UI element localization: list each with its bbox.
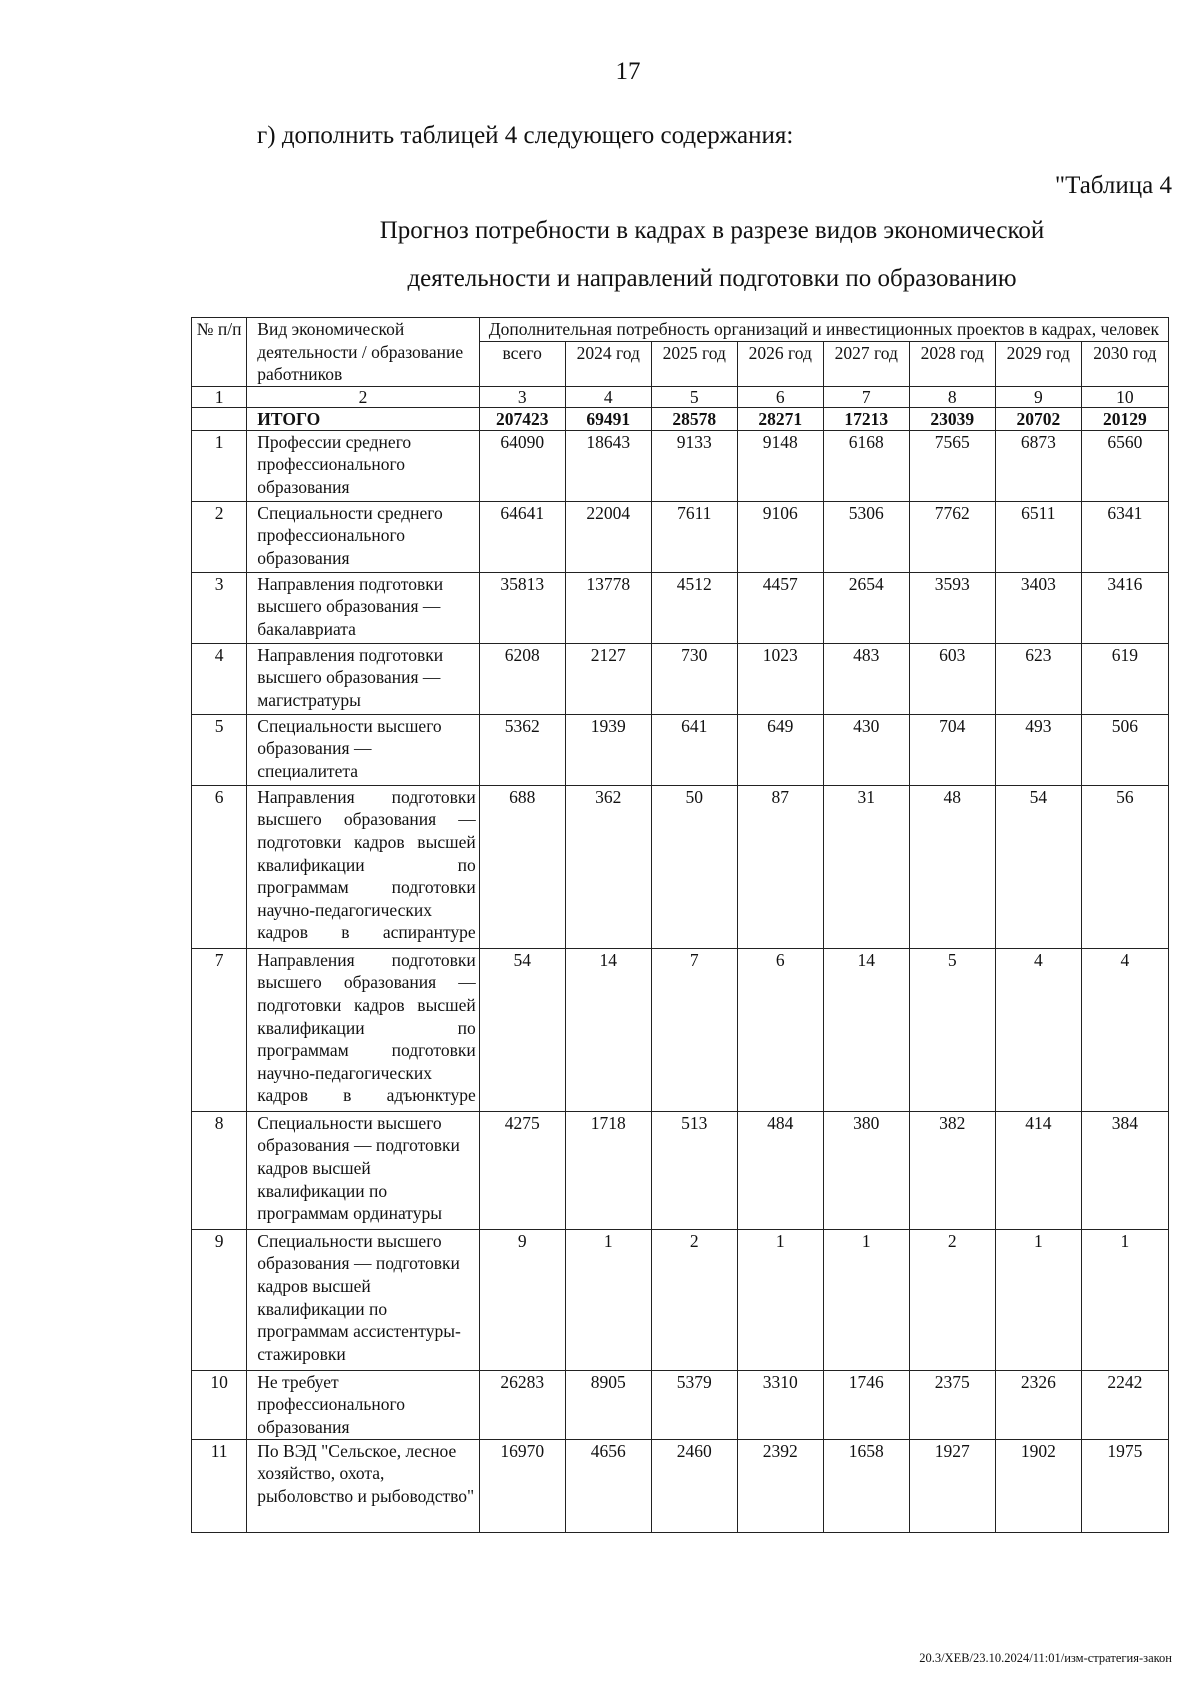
column-index: 2 xyxy=(247,386,479,407)
row-value: 1 xyxy=(565,1229,651,1370)
row-name: Направления подготовки высшего образования — подготовки кадров высшей квалификации по программам подготовки научно-педагогических кадров в аспирантуре xyxy=(247,785,479,948)
row-value: 619 xyxy=(1081,643,1168,714)
row-value: 5306 xyxy=(823,501,909,572)
row-name: По ВЭД "Сельское, лесное хозяйство, охота, рыболовство и рыбоводство" xyxy=(247,1439,479,1532)
row-num: 1 xyxy=(192,430,247,501)
row-value: 2 xyxy=(909,1229,995,1370)
row-value: 623 xyxy=(995,643,1081,714)
row-value: 362 xyxy=(565,785,651,948)
row-value: 380 xyxy=(823,1111,909,1229)
table-row xyxy=(192,1111,1169,1229)
row-value: 483 xyxy=(823,643,909,714)
column-index: 3 xyxy=(479,386,565,407)
row-value: 13778 xyxy=(565,572,651,643)
table-row xyxy=(192,430,1169,501)
row-value: 1746 xyxy=(823,1370,909,1439)
row-value: 5379 xyxy=(651,1370,737,1439)
row-value: 2460 xyxy=(651,1439,737,1532)
header-name: Вид экономической деятельности / образование работников xyxy=(247,318,479,387)
header-year: 2030 год xyxy=(1081,341,1168,386)
column-index: 9 xyxy=(995,386,1081,407)
total-value: 69491 xyxy=(565,407,651,430)
row-value: 22004 xyxy=(565,501,651,572)
row-value: 382 xyxy=(909,1111,995,1229)
row-name: Направления подготовки высшего образования — бакалавриата xyxy=(247,572,479,643)
column-index: 5 xyxy=(651,386,737,407)
total-value: 28578 xyxy=(651,407,737,430)
row-value: 6 xyxy=(737,948,823,1111)
row-value: 64090 xyxy=(479,430,565,501)
row-value: 9148 xyxy=(737,430,823,501)
row-num: 5 xyxy=(192,714,247,785)
header-year: 2027 год xyxy=(823,341,909,386)
column-index: 8 xyxy=(909,386,995,407)
header-group: Дополнительная потребность организаций и инвестиционных проектов в кадрах, человек xyxy=(479,318,1168,342)
intro-text: г) дополнить таблицей 4 следующего содержания: xyxy=(257,122,794,149)
row-value: 430 xyxy=(823,714,909,785)
row-value: 4457 xyxy=(737,572,823,643)
row-value: 2 xyxy=(651,1229,737,1370)
row-value: 6873 xyxy=(995,430,1081,501)
row-value: 1718 xyxy=(565,1111,651,1229)
row-value: 54 xyxy=(995,785,1081,948)
row-value: 18643 xyxy=(565,430,651,501)
column-index: 6 xyxy=(737,386,823,407)
header-year: 2029 год xyxy=(995,341,1081,386)
row-value: 384 xyxy=(1081,1111,1168,1229)
row-value: 704 xyxy=(909,714,995,785)
row-value: 3416 xyxy=(1081,572,1168,643)
row-value: 4 xyxy=(1081,948,1168,1111)
row-num: 10 xyxy=(192,1370,247,1439)
row-name: Специальности среднего профессионального образования xyxy=(247,501,479,572)
total-value: 28271 xyxy=(737,407,823,430)
total-value: 207423 xyxy=(479,407,565,430)
table-row xyxy=(192,785,1169,948)
row-value: 1 xyxy=(823,1229,909,1370)
row-name: Направления подготовки высшего образования — магистратуры xyxy=(247,643,479,714)
header-year: 2026 год xyxy=(737,341,823,386)
row-value: 3593 xyxy=(909,572,995,643)
row-num: 7 xyxy=(192,948,247,1111)
column-index: 7 xyxy=(823,386,909,407)
row-value: 64641 xyxy=(479,501,565,572)
row-value: 14 xyxy=(823,948,909,1111)
row-value: 641 xyxy=(651,714,737,785)
total-value: 17213 xyxy=(823,407,909,430)
row-value: 4512 xyxy=(651,572,737,643)
row-value: 9 xyxy=(479,1229,565,1370)
page-number: 17 xyxy=(615,58,641,85)
table-row xyxy=(192,714,1169,785)
row-value: 1658 xyxy=(823,1439,909,1532)
column-index: 10 xyxy=(1081,386,1168,407)
row-num: 4 xyxy=(192,643,247,714)
row-value: 56 xyxy=(1081,785,1168,948)
row-value: 1939 xyxy=(565,714,651,785)
row-value: 6511 xyxy=(995,501,1081,572)
table-row xyxy=(192,643,1169,714)
row-value: 6560 xyxy=(1081,430,1168,501)
row-num: 3 xyxy=(192,572,247,643)
row-value: 50 xyxy=(651,785,737,948)
row-value: 1975 xyxy=(1081,1439,1168,1532)
table-row xyxy=(192,1439,1169,1532)
row-value: 484 xyxy=(737,1111,823,1229)
forecast-table xyxy=(191,317,1169,1533)
column-index: 4 xyxy=(565,386,651,407)
row-value: 493 xyxy=(995,714,1081,785)
row-value: 2392 xyxy=(737,1439,823,1532)
row-value: 730 xyxy=(651,643,737,714)
row-num: 6 xyxy=(192,785,247,948)
row-value: 6208 xyxy=(479,643,565,714)
row-value: 1 xyxy=(737,1229,823,1370)
row-value: 1927 xyxy=(909,1439,995,1532)
row-value: 2375 xyxy=(909,1370,995,1439)
row-value: 414 xyxy=(995,1111,1081,1229)
row-value: 16970 xyxy=(479,1439,565,1532)
total-row xyxy=(192,407,1169,430)
table-title xyxy=(168,207,1200,303)
table-title-line-2: деятельности и направлений подготовки по образованию xyxy=(407,265,1017,292)
row-value: 2654 xyxy=(823,572,909,643)
row-value: 4275 xyxy=(479,1111,565,1229)
row-value: 6168 xyxy=(823,430,909,501)
table-row xyxy=(192,1229,1169,1370)
row-value: 14 xyxy=(565,948,651,1111)
row-value: 2326 xyxy=(995,1370,1081,1439)
row-value: 87 xyxy=(737,785,823,948)
row-value: 3403 xyxy=(995,572,1081,643)
row-name: Специальности высшего образования — подготовки кадров высшей квалификации по программам ассистентуры-стажировки xyxy=(247,1229,479,1370)
total-value: 23039 xyxy=(909,407,995,430)
row-value: 7565 xyxy=(909,430,995,501)
row-name: Не требует профессионального образования xyxy=(247,1370,479,1439)
row-value: 7611 xyxy=(651,501,737,572)
row-value: 8905 xyxy=(565,1370,651,1439)
column-index: 1 xyxy=(192,386,247,407)
row-value: 35813 xyxy=(479,572,565,643)
header-total: всего xyxy=(479,341,565,386)
row-name: Специальности высшего образования — подготовки кадров высшей квалификации по программам ординатуры xyxy=(247,1111,479,1229)
row-value: 2242 xyxy=(1081,1370,1168,1439)
row-value: 6341 xyxy=(1081,501,1168,572)
footer-code: 20.3/ХЕВ/23.10.2024/11:01/изм-стратегия-закон xyxy=(919,1651,1172,1665)
header-year: 2025 год xyxy=(651,341,737,386)
row-value: 9106 xyxy=(737,501,823,572)
row-num: 11 xyxy=(192,1439,247,1532)
row-value: 1902 xyxy=(995,1439,1081,1532)
total-num xyxy=(192,407,247,430)
row-value: 48 xyxy=(909,785,995,948)
row-value: 2127 xyxy=(565,643,651,714)
row-value: 4656 xyxy=(565,1439,651,1532)
row-value: 7 xyxy=(651,948,737,1111)
row-value: 513 xyxy=(651,1111,737,1229)
header-row xyxy=(192,318,1169,342)
row-num: 9 xyxy=(192,1229,247,1370)
table-row xyxy=(192,572,1169,643)
row-value: 54 xyxy=(479,948,565,1111)
header-year: 2024 год xyxy=(565,341,651,386)
row-value: 1023 xyxy=(737,643,823,714)
total-label: ИТОГО xyxy=(247,407,479,430)
row-value: 5362 xyxy=(479,714,565,785)
row-num: 8 xyxy=(192,1111,247,1229)
row-value: 603 xyxy=(909,643,995,714)
row-value: 1 xyxy=(1081,1229,1168,1370)
row-value: 9133 xyxy=(651,430,737,501)
row-num: 2 xyxy=(192,501,247,572)
total-value: 20702 xyxy=(995,407,1081,430)
row-value: 4 xyxy=(995,948,1081,1111)
row-name: Специальности высшего образования — специалитета xyxy=(247,714,479,785)
row-value: 7762 xyxy=(909,501,995,572)
row-name: Направления подготовки высшего образования — подготовки кадров высшей квалификации по программам подготовки научно-педагогических кадров в адъюнктуре xyxy=(247,948,479,1111)
header-year: 2028 год xyxy=(909,341,995,386)
row-name: Профессии среднего профессионального образования xyxy=(247,430,479,501)
row-value: 3310 xyxy=(737,1370,823,1439)
row-value: 1 xyxy=(995,1229,1081,1370)
table-row xyxy=(192,1370,1169,1439)
column-index-row xyxy=(192,386,1169,407)
row-value: 688 xyxy=(479,785,565,948)
table-row xyxy=(192,501,1169,572)
total-value: 20129 xyxy=(1081,407,1168,430)
row-value: 649 xyxy=(737,714,823,785)
table-row xyxy=(192,948,1169,1111)
row-value: 31 xyxy=(823,785,909,948)
table-title-line-1: Прогноз потребности в кадрах в разрезе видов экономической xyxy=(379,217,1045,244)
row-value: 5 xyxy=(909,948,995,1111)
table-label: "Таблица 4 xyxy=(1054,172,1172,199)
header-num: № п/п xyxy=(192,318,247,387)
row-value: 506 xyxy=(1081,714,1168,785)
row-value: 26283 xyxy=(479,1370,565,1439)
